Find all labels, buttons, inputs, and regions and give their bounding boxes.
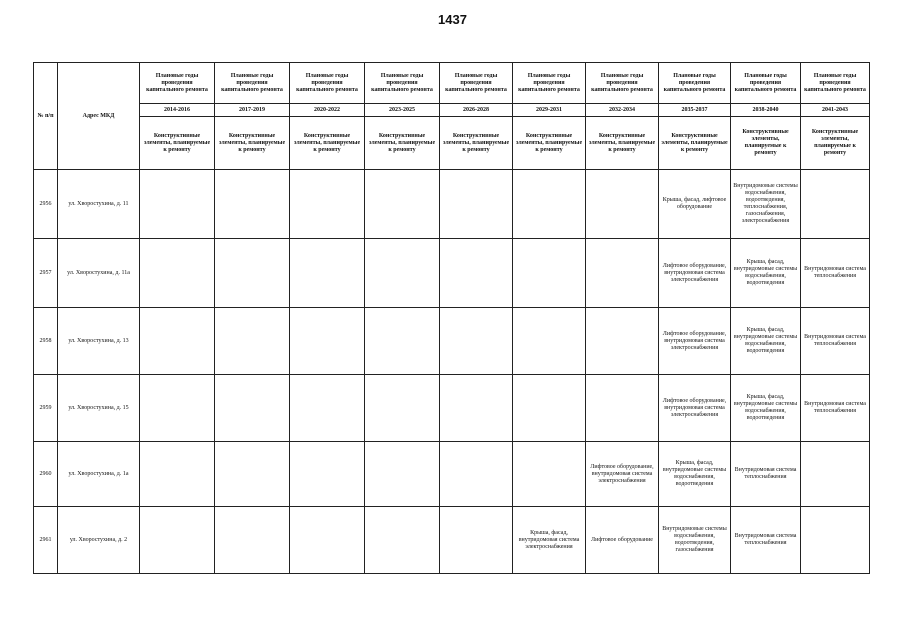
table-row (34, 308, 870, 375)
table-cell (440, 507, 513, 574)
table-cell: Внутридомовая система теплоснабжения (801, 239, 870, 308)
row-address: ул. Хворостухина, д. 2 (58, 507, 140, 574)
table-cell (290, 442, 365, 507)
table-cell (215, 170, 290, 239)
table-cell: Внутридомовые системы водоснабжения, водоотведения, теплоснабжения, газоснабжения, электроснабжения (731, 170, 801, 239)
header-plan: Плановые годы проведения капитального ремонта (801, 63, 870, 104)
table-cell (513, 375, 586, 442)
header-years: 2014-2016 (140, 104, 215, 117)
table-cell (365, 442, 440, 507)
header-plan: Плановые годы проведения капитального ремонта (290, 63, 365, 104)
header-years: 2026-2028 (440, 104, 513, 117)
table-row (34, 239, 870, 308)
header-elements: Конструктивные элементы, планируемые к ремонту (659, 117, 731, 170)
table-cell: Лифтовое оборудование, внутридомовая система электроснабжения (586, 442, 659, 507)
table-cell: Внутридомовая система теплоснабжения (731, 507, 801, 574)
table-cell (513, 170, 586, 239)
table-cell (290, 507, 365, 574)
table-cell (140, 170, 215, 239)
header-plan: Плановые годы проведения капитального ремонта (365, 63, 440, 104)
table-cell (440, 170, 513, 239)
table-cell (365, 170, 440, 239)
header-row-elements (34, 117, 870, 170)
header-plan: Плановые годы проведения капитального ремонта (140, 63, 215, 104)
table-cell (440, 442, 513, 507)
table-cell (140, 239, 215, 308)
table-cell (365, 239, 440, 308)
header-row-years (34, 104, 870, 117)
table-cell (440, 239, 513, 308)
table-row (34, 442, 870, 507)
header-num: № п/п (34, 63, 58, 170)
row-address: ул. Хворостухина, д. 13 (58, 308, 140, 375)
table-cell (513, 239, 586, 308)
table-cell (215, 239, 290, 308)
table-cell: Лифтовое оборудование, внутридомовая система электроснабжения (659, 239, 731, 308)
row-address: ул. Хворостухина, д. 11а (58, 239, 140, 308)
header-years: 2020-2022 (290, 104, 365, 117)
table-row (34, 507, 870, 574)
table-cell (365, 507, 440, 574)
table-cell: Лифтовое оборудование, внутридомовая система электроснабжения (659, 375, 731, 442)
table-cell: Внутридомовая система теплоснабжения (801, 375, 870, 442)
header-elements: Конструктивные элементы, планируемые к ремонту (513, 117, 586, 170)
header-elements: Конструктивные элементы, планируемые к ремонту (365, 117, 440, 170)
table-cell (440, 308, 513, 375)
table-cell (513, 308, 586, 375)
row-number: 2960 (34, 442, 58, 507)
table-cell: Лифтовое оборудование (586, 507, 659, 574)
table-cell: Внутридомовая система теплоснабжения (731, 442, 801, 507)
header-plan: Плановые годы проведения капитального ремонта (731, 63, 801, 104)
table-cell: Внутридомовая система теплоснабжения (801, 308, 870, 375)
header-years: 2038-2040 (731, 104, 801, 117)
header-plan: Плановые годы проведения капитального ремонта (513, 63, 586, 104)
table-cell (140, 308, 215, 375)
table-cell (440, 375, 513, 442)
table-cell: Крыша, фасад, внутридомовые системы водоснабжения, водоотведения (731, 375, 801, 442)
header-years: 2041-2043 (801, 104, 870, 117)
capital-repair-table (33, 62, 870, 574)
table-cell (140, 375, 215, 442)
table-cell (215, 507, 290, 574)
table-cell (586, 239, 659, 308)
table-cell: Крыша, фасад, лифтовое оборудование (659, 170, 731, 239)
header-plan: Плановые годы проведения капитального ремонта (659, 63, 731, 104)
row-number: 2958 (34, 308, 58, 375)
header-years: 2035-2037 (659, 104, 731, 117)
header-elements: Конструктивные элементы, планируемые к ремонту (586, 117, 659, 170)
header-plan: Плановые годы проведения капитального ремонта (586, 63, 659, 104)
table-cell (140, 507, 215, 574)
table-cell (586, 375, 659, 442)
header-elements: Конструктивные элементы, планируемые к ремонту (731, 117, 801, 170)
table-cell (290, 308, 365, 375)
row-address: ул. Хворостухина, д. 1а (58, 442, 140, 507)
header-elements: Конструктивные элементы, планируемые к ремонту (215, 117, 290, 170)
table-cell (290, 375, 365, 442)
table-cell: Крыша, фасад, внутридомовые системы водоснабжения, водоотведения (659, 442, 731, 507)
table-cell (365, 375, 440, 442)
table-row (34, 170, 870, 239)
table-cell (513, 442, 586, 507)
header-elements: Конструктивные элементы, планируемые к ремонту (440, 117, 513, 170)
header-elements: Конструктивные элементы, планируемые к ремонту (801, 117, 870, 170)
table-cell (801, 170, 870, 239)
table-cell (365, 308, 440, 375)
table-cell (801, 442, 870, 507)
row-number: 2957 (34, 239, 58, 308)
table-cell: Лифтовое оборудование, внутридомовая система электроснабжения (659, 308, 731, 375)
header-elements: Конструктивные элементы, планируемые к ремонту (140, 117, 215, 170)
row-address: ул. Хворостухина, д. 11 (58, 170, 140, 239)
row-number: 2959 (34, 375, 58, 442)
table-cell (140, 442, 215, 507)
header-plan: Плановые годы проведения капитального ремонта (215, 63, 290, 104)
table-cell: Внутридомовые системы водоснабжения, водоотведения, газоснабжения (659, 507, 731, 574)
header-years: 2029-2031 (513, 104, 586, 117)
table-cell (801, 507, 870, 574)
table-row (34, 375, 870, 442)
header-row-plan (34, 63, 870, 104)
page-number: 1437 (438, 12, 467, 27)
header-address: Адрес МКД (58, 63, 140, 170)
header-years: 2023-2025 (365, 104, 440, 117)
row-number: 2956 (34, 170, 58, 239)
table-cell: Крыша, фасад, внутридомовые системы водоснабжения, водоотведения (731, 239, 801, 308)
table-cell: Крыша, фасад, внутридомовые системы водоснабжения, водоотведения (731, 308, 801, 375)
table-cell (290, 170, 365, 239)
header-elements: Конструктивные элементы, планируемые к ремонту (290, 117, 365, 170)
table-cell (586, 308, 659, 375)
table-cell (215, 308, 290, 375)
row-address: ул. Хворостухина, д. 15 (58, 375, 140, 442)
table-cell (215, 375, 290, 442)
table-cell: Крыша, фасад, внутридомовая система электроснабжения (513, 507, 586, 574)
header-years: 2032-2034 (586, 104, 659, 117)
table-cell (215, 442, 290, 507)
table-cell (290, 239, 365, 308)
header-plan: Плановые годы проведения капитального ремонта (440, 63, 513, 104)
row-number: 2961 (34, 507, 58, 574)
header-years: 2017-2019 (215, 104, 290, 117)
table-cell (586, 170, 659, 239)
